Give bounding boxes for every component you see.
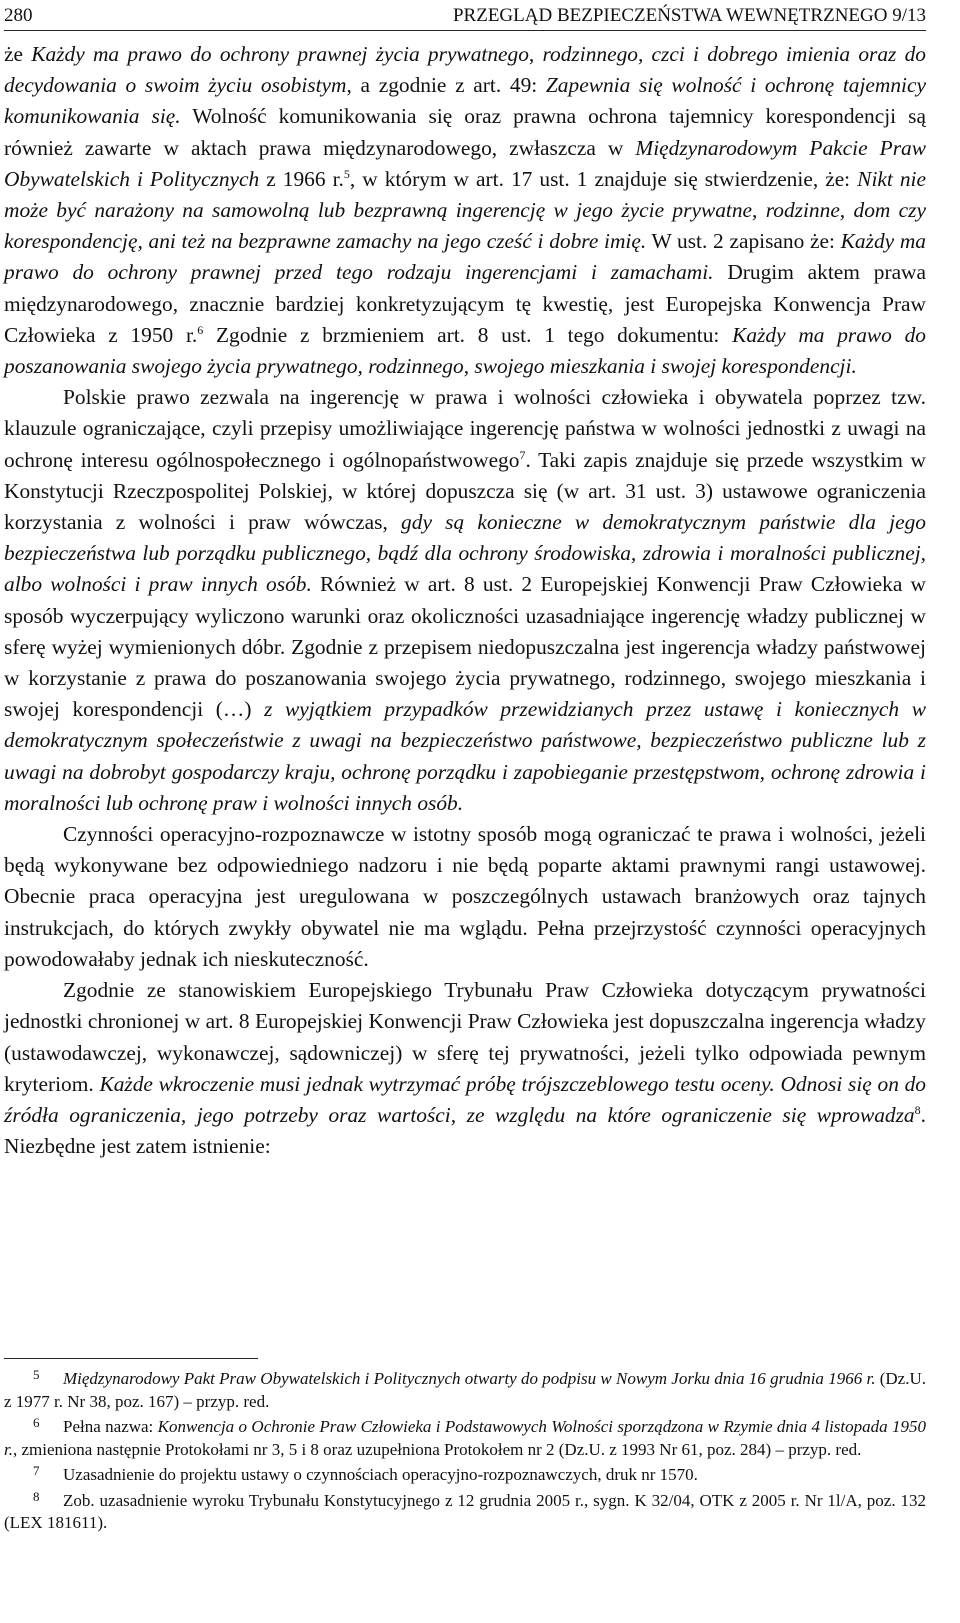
quote-convention-art8-2: z wyjątkiem przypadków przewidzianych przez ustawę i koniecznych w demokratycznym społeczeństwie z uwagi na bezpieczeństwo państwowe, bezpieczeństwo publiczne lub z uwagi na dobrobyt gospodarczy kraju, ochronę porządku i zapobieganie przestępstwom, ochronę zdrowia i moralności lub ochronę praw i wolności innych osób. — [4, 697, 926, 815]
paragraph-4 — [4, 975, 926, 1162]
text-run: Wolność komunikowania się oraz prawna ochrona tajemnicy korespondencji są również zawarte w aktach prawa międzynarodowego, zwłaszcza w — [4, 104, 926, 160]
footnote-ref-6[interactable]: 6 — [197, 322, 204, 337]
text-run: , w którym w art. 17 ust. 1 znajduje się stwierdzenie, że: — [349, 166, 858, 191]
quote-constitution-art49: Zapewnia się wolność i ochronę tajemnicy komunikowania się. — [4, 73, 926, 129]
text-run: Zgodnie ze stanowiskiem Europejskiego Trybunału Praw Człowieka dotyczącym prywatności jednostki chronionej w art. 8 Europejskiej Konwencji Praw Człowieka jest dopuszczalna ingerencja władzy (ustawodawczej, wykonawczej, sądowniczej) w sferę tej prywatności, jeżeli tylko odpowiada pewnym kryteriom. — [4, 978, 926, 1096]
footnote-text: Międzynarodowy Pakt Praw Obywatelskich i Politycznych otwarty do podpisu w Nowym Jorku dnia 16 grudnia 1966 r. — [63, 1369, 876, 1388]
quote-covenant-art17-1: Nikt nie może być narażony na samowolną lub bezprawną ingerencję w jego życie prywatne, rodzinne, dom czy korespondencję, ani też na bezprawne zamachy na jego cześć i dobre imię. — [4, 166, 926, 254]
footnote-7: 7 Uzasadnienie do projektu ustawy o czynnościach operacyjno-rozpoznawczych, druk nr 1570. — [33, 1463, 698, 1484]
text-run: . Taki zapis znajduje się przede wszystkim w Konstytucji Rzeczpospolitej Polskiej, w której dopuszcza się (w art. 31 ust. 3) ustawowe ograniczenia korzystania z wolności i praw wówczas, — [4, 447, 926, 535]
footnote-text: (Dz.U. z 1977 r. Nr 38, poz. 167) – przyp. red. — [4, 1369, 926, 1411]
text-run: . Niezbędne jest zatem istnienie: — [4, 1102, 926, 1159]
quote-constitution-art47: Każdy ma prawo do ochrony prawnej życia prywatnego, rodzinnego, czci i dobrego imienia oraz do decydowania o swoim życiu osobistym — [4, 42, 927, 98]
quote-convention-art8-1: Każdy ma prawo do poszanowania swojego życia prywatnego, rodzinnego, swojego mieszkania i swojej korespondencji. — [4, 322, 926, 379]
text-run: , a zgodnie z art. 49: — [346, 73, 546, 98]
footnotes — [4, 1368, 926, 1538]
footnote-6: 6 Pełna nazwa: Konwencja o Ochronie Praw Człowieka i Podstawowych Wolności sporządzona w Rzymie dnia 4 listopada 1950 r., zmieniona następnie Protokołami nr 3, 5 i 8 oraz uzupełniona Protokołem nr 2 (Dz.U. z 1993 Nr 61, poz. 284) – przyp. red. — [4, 1415, 927, 1459]
text-run: Polskie prawo zezwala na ingerencję w prawa i wolności człowieka i obywatela poprzez tzw. klauzule ograniczające, czyli przepisy umożliwiające ingerencję państwa w wolności jednostki z uwagi na ochronę interesu ogólnospołecznego i ogólnopaństwowego — [4, 385, 926, 472]
quote-three-step-test: Każde wkroczenie musi jednak wytrzymać próbę trójszczeblowego testu oceny. Odnosi się on do źródła ograniczenia, jego potrzeby oraz wartości, ze względu na które ograniczenie się wprowadza — [4, 1071, 927, 1127]
footnote-text: Pełna nazwa: — [63, 1417, 158, 1436]
footnote-8: 8 Zob. uzasadnienie wyroku Trybunału Konstytucyjnego z 12 grudnia 2005 r., sygn. K 32/04, OTK z 2005 r. Nr 1l/A, poz. 132 (LEX 181611). — [4, 1488, 926, 1532]
covenant-title: Międzynarodowym Pakcie Praw Obywatelskich i Politycznych — [4, 135, 926, 191]
page-number: 280 — [4, 5, 33, 26]
paragraph-1 — [4, 39, 926, 382]
footnote-text: Konwencja o Ochronie Praw Człowieka i Podstawowych Wolności sporządzona w Rzymie dnia 4 listopada 1950 r. — [4, 1417, 927, 1459]
footnote-5: 5 Międzynarodowy Pakt Praw Obywatelskich i Politycznych otwarty do podpisu w Nowym Jorku dnia 16 grudnia 1966 r. (Dz.U. z 1977 r. Nr 38, poz. 167) – przyp. red. — [4, 1367, 926, 1411]
text-run: Zgodnie z brzmieniem art. 8 ust. 1 tego dokumentu: — [203, 322, 733, 347]
paragraph-3: Czynności operacyjno-rozpoznawcze w istotny sposób mogą ograniczać te prawa i wolności, jeżeli będą wykonywane bez odpowiedniego nadzoru i nie będą poparte aktami prawnymi rangi ustawowej. Obecnie praca operacyjna jest uregulowana w poszczególnych ustawach branżowych oraz tajnych instrukcjach, do których zwykły obywatel nie ma wglądu. Pełna przejrzystość czynności operacyjnych powodowałaby jednak ich nieskuteczność. — [4, 822, 926, 971]
footnote-text: , zmieniona następnie Protokołami nr 3, 5 i 8 oraz uzupełniona Protokołem nr 2 (Dz.U. z 1993 Nr 61, poz. 284) – przyp. red. — [12, 1439, 862, 1459]
text-run: Również w art. 8 ust. 2 Europejskiej Konwencji Praw Człowieka w sposób wyczerpujący wyliczono warunki oraz okoliczności uzasadniające ingerencję władzy publicznej w sferę wyżej wymienionych dóbr. Zgodnie z przepisem niedopuszczalna jest ingerencja władzy państwowej w korzystanie z prawa do poszanowania swojego życia prywatnego, rodzinnego, swojego mieszkania i swojej korespondencji (…) — [4, 572, 926, 722]
paragraph-2 — [4, 382, 926, 819]
footnote-text: Uzasadnienie do projektu ustawy o czynnościach operacyjno-rozpoznawczych, druk nr 1570. — [63, 1465, 698, 1484]
quote-constitution-art31: gdy są konieczne w demokratycznym państwie dla jego bezpieczeństwa lub porządku publicznego, bądź dla ochrony środowiska, zdrowia i moralności publicznej, albo wolności i praw innych osób. — [4, 510, 926, 597]
text-run: Drugim aktem prawa międzynarodowego, znacznie bardziej konkretyzującym tę kwestię, jest Europejska Konwencja Praw Człowieka z 1950 r. — [4, 260, 927, 347]
footnote-separator — [4, 1358, 258, 1359]
quote-covenant-art17-2: Każdy ma prawo do ochrony prawnej przed tego rodzaju ingerencjami i zamachami. — [4, 229, 926, 285]
footnote-text: Zob. uzasadnienie wyroku Trybunału Konstytucyjnego z 12 grudnia 2005 r., sygn. K 32/04, OTK z 2005 r. Nr 1l/A, poz. 132 (LEX 181611). — [4, 1490, 926, 1532]
footnote-ref-5[interactable]: 5 — [343, 166, 350, 181]
main-text — [4, 39, 926, 1162]
running-header — [4, 4, 926, 31]
footnote-ref-8[interactable]: 8 — [914, 1102, 921, 1117]
text-run: że — [4, 42, 32, 66]
journal-title: PRZEGLĄD BEZPIECZEŃSTWA WEWNĘTRZNEGO 9/13 — [452, 5, 926, 26]
text-run: z 1966 r. — [259, 166, 344, 191]
text-run: W ust. 2 zapisano że: — [646, 229, 841, 254]
footnote-ref-7[interactable]: 7 — [519, 447, 526, 462]
